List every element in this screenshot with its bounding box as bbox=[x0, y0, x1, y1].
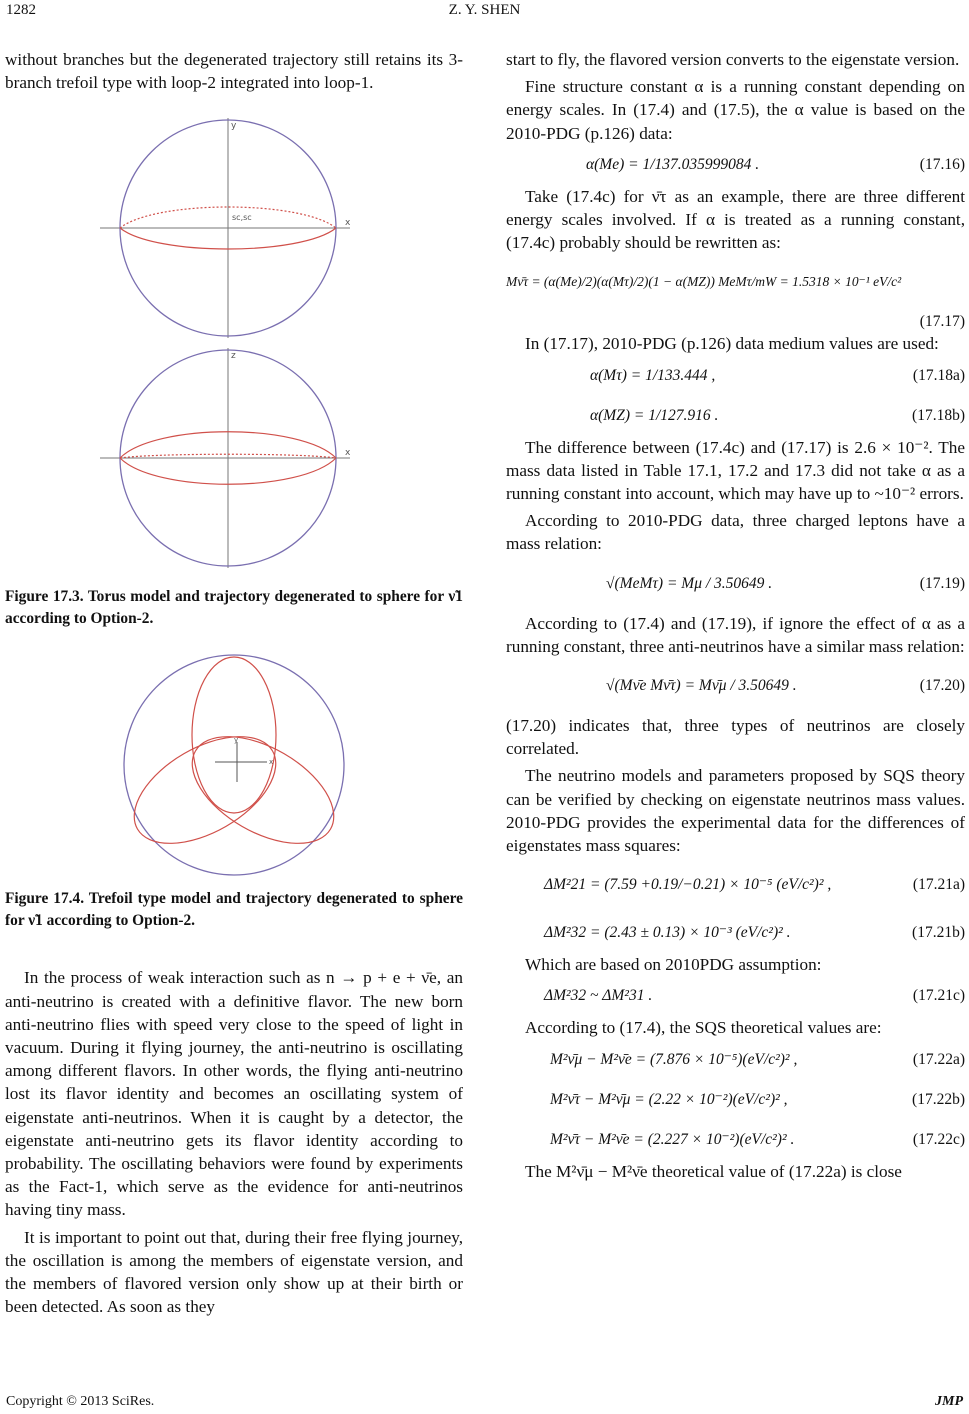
page-number: 1282 bbox=[6, 2, 36, 18]
figure-label: sc,sc bbox=[232, 213, 252, 223]
equation-17-21b: ΔM²32 = (2.43 ± 0.13) × 10⁻³ (eV/c²)² . (17.21b) bbox=[544, 924, 965, 942]
svg-text:x: x bbox=[345, 448, 351, 459]
right-column bbox=[506, 48, 965, 1183]
equation-17-22c: M²ν̄τ − M²ν̄e = (2.227 × 10⁻²)(eV/c²)² . (17.22c) bbox=[550, 1130, 965, 1148]
svg-text:y: y bbox=[234, 736, 239, 745]
equation-17-21c: ΔM²32 ~ ΔM²31 . (17.21c) bbox=[544, 987, 965, 1005]
paragraph: start to fly, the flavored version converts to the eigenstate version. bbox=[506, 50, 960, 69]
equation-17-20: √(Mν̄e Mν̄τ) = Mν̄μ / 3.50649 . (17.20) bbox=[606, 677, 965, 695]
paragraph: The neutrino models and parameters proposed by SQS theory can be verified by checking on eigenstate neutrinos mass values. 2010-PDG provides the experimental data for the differences of eigenstates mass squares: bbox=[506, 766, 965, 856]
running-author: Z. Y. SHEN bbox=[448, 2, 521, 18]
figure-17-4-caption: Figure 17.4. Trefoil type model and trajectory degenerated to sphere for ν̃1 according to Option-2. bbox=[5, 890, 463, 930]
paragraph: It is important to point out that, during their free flying journey, the oscillation is among the members of eigenstate version, and the members of flavored version only show up at their birth or been detected. As soon as they bbox=[5, 1227, 463, 1317]
paragraph: The difference between (17.4c) and (17.17) is 2.6 × 10⁻². The mass data listed in Table 17.1, 17.2 and 17.3 did not take α as a running constant into account, which may have up to ~10⁻² errors. bbox=[506, 437, 965, 504]
figure-17-3-caption: Figure 17.3. Torus model and trajectory degenerated to sphere for ν̃1 according to Option-2. bbox=[5, 588, 463, 628]
left-column bbox=[5, 48, 463, 1318]
equation-17-22b: M²ν̄τ − M²ν̄μ = (2.22 × 10⁻²)(eV/c²)² , (17.22b) bbox=[550, 1090, 965, 1108]
paragraph: (17.20) indicates that, three types of neutrinos are closely correlated. bbox=[506, 716, 965, 759]
paragraph: According to 2010-PDG data, three charged leptons have a mass relation: bbox=[506, 511, 965, 554]
equation-17-18b: α(MZ) = 1/127.916 . (17.18b) bbox=[590, 406, 965, 424]
equation-17-21a: ΔM²21 = (7.59 +0.19/−0.21) × 10⁻⁵ (eV/c²)² , (17.21a) bbox=[544, 876, 965, 894]
trefoil-loop bbox=[192, 657, 276, 813]
paragraph: In the process of weak interaction such as n → p + e + ν̄e, an anti-neutrino is created with a definitive flavor. The new born anti-neutrino flies with speed very close to the speed of light in vacuum. During it flying journey, the anti-neutrino is oscillating among different flavors. In other words, the flying anti-neutrino lost its flavor identity and becomes an oscillating system of eigenstate anti-neutrinos. When it is caught by a detector, the eigenstate anti-neutrino gets its flavor identity according to probability. The oscillating behaviors were found by experiments as the Fact-1, which serve as the evidence for anti-neutrinos having tiny mass. bbox=[5, 968, 463, 1220]
svg-text:x: x bbox=[269, 758, 274, 767]
paragraph: Which are based on 2010PDG assumption: bbox=[525, 955, 822, 975]
figure-17-3 bbox=[5, 108, 463, 578]
equation-number: (17.17) bbox=[919, 313, 965, 331]
equation-17-22a: M²ν̄μ − M²ν̄e = (7.876 × 10⁻⁵)(eV/c²)² , (17.22a) bbox=[550, 1050, 965, 1068]
copyright: Copyright © 2013 SciRes. bbox=[6, 1394, 155, 1409]
paragraph: According to (17.4) and (17.19), if ignore the effect of α as a running constant, three anti-neutrinos have a similar mass relation: bbox=[506, 613, 965, 656]
svg-text:x: x bbox=[345, 218, 351, 229]
figure-17-4 bbox=[5, 650, 463, 880]
svg-text:z: z bbox=[231, 351, 236, 362]
equation-17-18a: α(Mτ) = 1/133.444 , (17.18a) bbox=[590, 366, 965, 384]
paragraph: In (17.17), 2010-PDG (p.126) data medium values are used: bbox=[525, 334, 939, 354]
svg-text:y: y bbox=[231, 121, 237, 132]
paragraph: According to (17.4), the SQS theoretical values are: bbox=[525, 1018, 882, 1038]
page-header bbox=[0, 0, 969, 24]
trefoil-loop bbox=[174, 715, 351, 866]
paragraph: The M²ν̄μ − M²ν̄e theoretical value of (17.22a) is close bbox=[525, 1161, 902, 1181]
paragraph: Fine structure constant α is a running constant depending on energy scales. In (17.4) and (17.5), the α value is based on the 2010-PDG (p.126) data: bbox=[506, 77, 965, 143]
equation-17-19: √(MeMτ) = Mμ / 3.50649 . (17.19) bbox=[606, 574, 965, 592]
journal-name: JMP bbox=[935, 1394, 963, 1409]
paragraph: Take (17.4c) for ν̄τ as an example, there are three different energy scales involved. If α is treated as a running constant, (17.4c) probably should be rewritten as: bbox=[506, 186, 965, 253]
equation-17-16: α(Me) = 1/137.035999084 . (17.16) bbox=[586, 155, 965, 173]
paragraph: without branches but the degenerated trajectory still retains its 3-branch trefoil type with loop-2 integrated into loop-1. bbox=[5, 50, 463, 93]
trefoil-loop bbox=[116, 715, 293, 866]
equation-17-17: Mν̄τ = (α(Me)/2)(α(Mτ)/2)(1 − α(MZ)) MeMτ/mW = 1.5318 × 10⁻¹ eV/c² bbox=[506, 274, 902, 290]
